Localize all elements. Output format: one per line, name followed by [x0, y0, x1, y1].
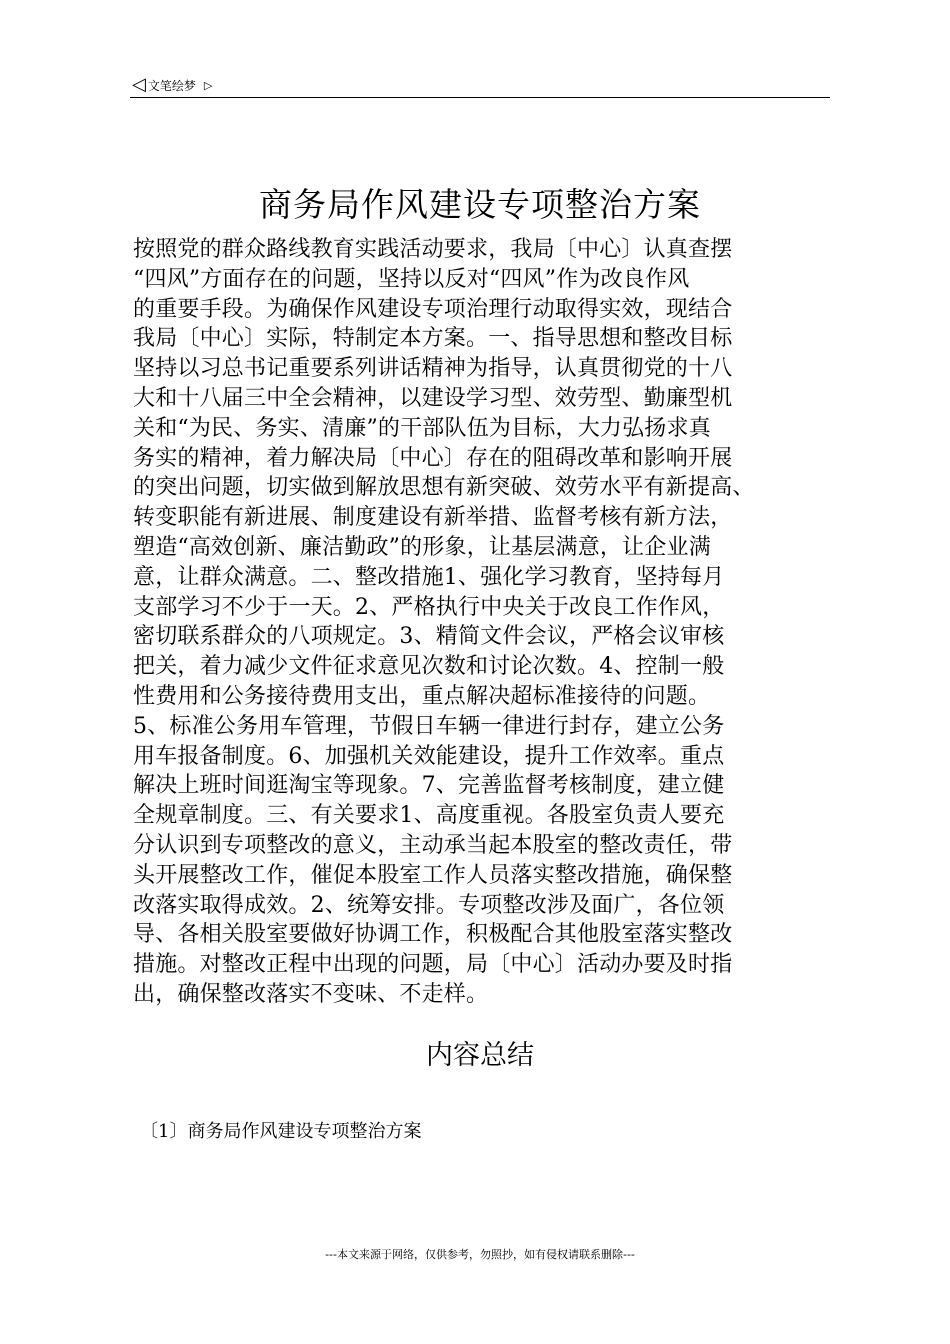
footer-notice: ---本文来源于网络，仅供参考，勿照抄，如有侵权请联系删除---	[325, 1248, 635, 1261]
right-triangle-icon: ▷	[203, 78, 213, 92]
page-header	[132, 76, 212, 94]
left-triangle-icon: ◁	[132, 74, 146, 95]
summary-heading: 内容总结	[426, 1040, 534, 1071]
document-title: 商务局作风建设专项整治方案	[259, 185, 701, 224]
brand-text: 文笔绘梦	[147, 78, 196, 93]
header-divider	[130, 97, 830, 98]
summary-item: 〔1〕商务局作风建设专项整治方案	[140, 1121, 422, 1142]
document-body: 按照党的群众路线教育实践活动要求，我局〔中心〕认真查摆 “四风”方面存在的问题，坚持以反对“四风”作为改良作风 的重要手段。为确保作风建设专项治理行动取得实效，现结合 我局〔中心〕实际，特制定本方案。一、指导思想和整改目标 坚持以习总书记重要系列讲话精神为指导，认真贯彻党的十八 大和十八届三中全会精神，以建设学习型、效劳型、勤廉型机 关和“为民、务实、清廉”的干部队伍为目标，大力弘扬求真 务实的精神，着力解决局〔中心〕存在的阻碍改革和影响开展 的突出问题，切实做到解放思想有新突破、效劳水平有新提高、 转变职能有新进展、制度建设有新举措、监督考核有新方法， 塑造“高效创新、廉洁勤政”的形象，让基层满意，让企业满 意，让群众满意。二、整改措施1、强化学习教育，坚持每月 支部学习不少于一天。2、严格执行中央关于改良工作作风， 密切联系群众的八项规定。3、精简文件会议，严格会议审核 把关，着力减少文件征求意见次数和讨论次数。4、控制一般 性费用和公务接待费用支出，重点解决超标准接待的问题。 5、标准公务用车管理，节假日车辆一律进行封存，建立公务 用车报备制度。6、加强机关效能建设，提升工作效率。重点 解决上班时间逛淘宝等现象。7、完善监督考核制度，建立健 全规章制度。三、有关要求1、高度重视。各股室负责人要充 分认识到专项整改的意义，主动承当起本股室的整改责任，带 头开展整改工作，催促本股室工作人员落实整改措施，确保整 改落实取得成效。2、统筹安排。专项整改涉及面广，各位领 导、各相关股室要做好协调工作，积极配合其他股室落实整改 措施。对整改正程中出现的问题，局〔中心〕活动办要及时指 出，确保整改落实不变味、不走样。	[133, 237, 755, 1007]
